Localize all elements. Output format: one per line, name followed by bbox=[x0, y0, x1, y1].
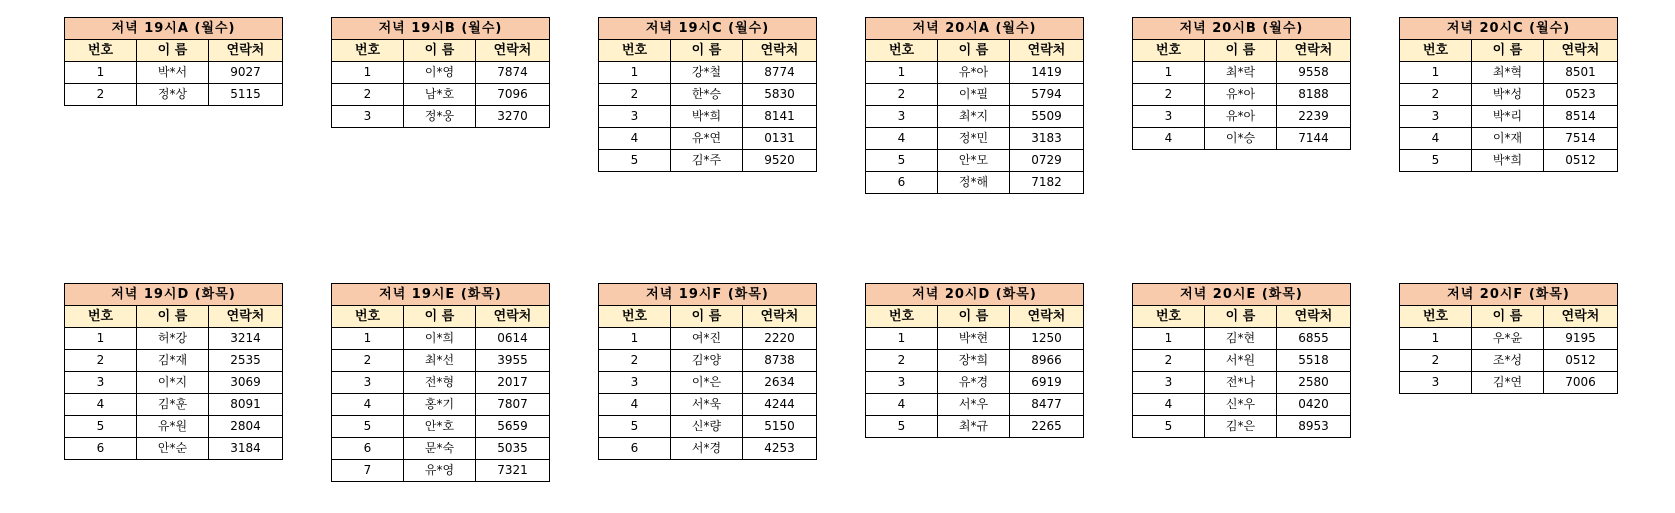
row-number: 2 bbox=[1133, 350, 1205, 372]
table-row bbox=[599, 84, 817, 106]
row-number: 1 bbox=[1400, 62, 1472, 84]
row-number: 2 bbox=[866, 350, 938, 372]
column-header-number: 번호 bbox=[65, 40, 137, 62]
column-header-name: 이 름 bbox=[938, 306, 1010, 328]
table-row bbox=[332, 62, 550, 84]
contact-number: 2580 bbox=[1277, 372, 1351, 394]
row-number: 3 bbox=[332, 106, 404, 128]
contact-number: 7321 bbox=[476, 460, 550, 482]
row-number: 1 bbox=[599, 328, 671, 350]
student-name: 최*선 bbox=[404, 350, 476, 372]
table-row bbox=[332, 372, 550, 394]
column-header-name: 이 름 bbox=[671, 306, 743, 328]
class-title: 저녁 20시A (월수) bbox=[866, 18, 1084, 40]
contact-number: 1419 bbox=[1010, 62, 1084, 84]
table-row bbox=[1133, 394, 1351, 416]
row-number: 2 bbox=[1400, 350, 1472, 372]
student-name: 이*은 bbox=[671, 372, 743, 394]
contact-number: 2220 bbox=[743, 328, 817, 350]
student-name: 김*재 bbox=[137, 350, 209, 372]
contact-number: 5794 bbox=[1010, 84, 1084, 106]
row-number: 5 bbox=[866, 150, 938, 172]
row-number: 1 bbox=[599, 62, 671, 84]
row-number: 1 bbox=[1133, 328, 1205, 350]
student-name: 이*재 bbox=[1472, 128, 1544, 150]
contact-number: 4244 bbox=[743, 394, 817, 416]
row-number: 1 bbox=[332, 62, 404, 84]
student-name: 이*희 bbox=[404, 328, 476, 350]
table-row bbox=[599, 416, 817, 438]
table-row bbox=[65, 84, 283, 106]
student-name: 장*희 bbox=[938, 350, 1010, 372]
student-name: 최*규 bbox=[938, 416, 1010, 438]
table-row bbox=[1133, 84, 1351, 106]
table-row bbox=[599, 328, 817, 350]
contact-number: 5659 bbox=[476, 416, 550, 438]
row-number: 6 bbox=[599, 438, 671, 460]
student-name: 홍*기 bbox=[404, 394, 476, 416]
class-title: 저녁 19시F (화목) bbox=[599, 284, 817, 306]
student-name: 안*호 bbox=[404, 416, 476, 438]
row-number: 1 bbox=[1133, 62, 1205, 84]
column-header-name: 이 름 bbox=[671, 40, 743, 62]
class-title: 저녁 19시A (월수) bbox=[65, 18, 283, 40]
contact-number: 5830 bbox=[743, 84, 817, 106]
class-title: 저녁 20시E (화목) bbox=[1133, 284, 1351, 306]
row-number: 2 bbox=[65, 350, 137, 372]
contact-number: 9027 bbox=[209, 62, 283, 84]
row-number: 5 bbox=[866, 416, 938, 438]
table-row bbox=[599, 350, 817, 372]
contact-number: 6855 bbox=[1277, 328, 1351, 350]
class-roster-table bbox=[64, 17, 283, 106]
table-row bbox=[332, 460, 550, 482]
table-row bbox=[332, 350, 550, 372]
student-name: 김*양 bbox=[671, 350, 743, 372]
contact-number: 9520 bbox=[743, 150, 817, 172]
column-header-number: 번호 bbox=[866, 40, 938, 62]
row-number: 2 bbox=[599, 350, 671, 372]
contact-number: 7182 bbox=[1010, 172, 1084, 194]
class-title: 저녁 20시F (화목) bbox=[1400, 284, 1618, 306]
row-number: 1 bbox=[866, 328, 938, 350]
row-number: 3 bbox=[599, 372, 671, 394]
contact-number: 0512 bbox=[1544, 350, 1618, 372]
class-roster-table bbox=[1399, 17, 1618, 172]
class-roster-table bbox=[331, 283, 550, 482]
student-name: 최*혁 bbox=[1472, 62, 1544, 84]
contact-number: 8953 bbox=[1277, 416, 1351, 438]
class-roster-table bbox=[598, 283, 817, 460]
column-header-contact: 연락처 bbox=[1544, 306, 1618, 328]
class-roster-table bbox=[865, 283, 1084, 438]
class-roster-table bbox=[1399, 283, 1618, 394]
class-roster-table bbox=[1132, 283, 1351, 438]
row-number: 4 bbox=[866, 394, 938, 416]
student-name: 한*승 bbox=[671, 84, 743, 106]
table-row bbox=[866, 416, 1084, 438]
contact-number: 5035 bbox=[476, 438, 550, 460]
row-number: 5 bbox=[599, 416, 671, 438]
contact-number: 0729 bbox=[1010, 150, 1084, 172]
student-name: 허*강 bbox=[137, 328, 209, 350]
contact-number: 7096 bbox=[476, 84, 550, 106]
column-header-name: 이 름 bbox=[137, 306, 209, 328]
class-title: 저녁 19시E (화목) bbox=[332, 284, 550, 306]
row-number: 3 bbox=[866, 372, 938, 394]
table-row bbox=[332, 438, 550, 460]
student-name: 정*민 bbox=[938, 128, 1010, 150]
student-name: 여*진 bbox=[671, 328, 743, 350]
roster-grid bbox=[64, 17, 1617, 503]
row-number: 5 bbox=[1133, 416, 1205, 438]
table-row bbox=[65, 416, 283, 438]
table-row bbox=[1400, 84, 1618, 106]
contact-number: 2804 bbox=[209, 416, 283, 438]
row-number: 1 bbox=[65, 62, 137, 84]
table-row bbox=[1400, 62, 1618, 84]
student-name: 서*우 bbox=[938, 394, 1010, 416]
table-row bbox=[65, 394, 283, 416]
student-name: 신*우 bbox=[1205, 394, 1277, 416]
table-row bbox=[599, 372, 817, 394]
row-number: 3 bbox=[1400, 372, 1472, 394]
contact-number: 2535 bbox=[209, 350, 283, 372]
student-name: 정*해 bbox=[938, 172, 1010, 194]
student-name: 이*영 bbox=[404, 62, 476, 84]
column-header-number: 번호 bbox=[65, 306, 137, 328]
column-header-number: 번호 bbox=[1400, 40, 1472, 62]
student-name: 서*욱 bbox=[671, 394, 743, 416]
column-header-contact: 연락처 bbox=[1010, 306, 1084, 328]
table-row bbox=[1133, 372, 1351, 394]
row-number: 4 bbox=[332, 394, 404, 416]
contact-number: 9195 bbox=[1544, 328, 1618, 350]
table-row bbox=[65, 350, 283, 372]
column-header-contact: 연락처 bbox=[1277, 40, 1351, 62]
row-number: 3 bbox=[866, 106, 938, 128]
class-roster-table bbox=[331, 17, 550, 128]
row-number: 5 bbox=[65, 416, 137, 438]
table-row bbox=[65, 62, 283, 84]
row-number: 3 bbox=[332, 372, 404, 394]
table-row bbox=[332, 328, 550, 350]
column-header-number: 번호 bbox=[599, 306, 671, 328]
student-name: 최*지 bbox=[938, 106, 1010, 128]
table-row bbox=[1133, 416, 1351, 438]
table-row bbox=[1400, 150, 1618, 172]
contact-number: 2634 bbox=[743, 372, 817, 394]
row-number: 2 bbox=[866, 84, 938, 106]
column-header-number: 번호 bbox=[332, 306, 404, 328]
table-row bbox=[1133, 128, 1351, 150]
row-number: 1 bbox=[332, 328, 404, 350]
column-header-contact: 연락처 bbox=[476, 40, 550, 62]
column-header-name: 이 름 bbox=[404, 306, 476, 328]
table-row bbox=[1400, 372, 1618, 394]
student-name: 박*희 bbox=[1472, 150, 1544, 172]
class-title: 저녁 20시B (월수) bbox=[1133, 18, 1351, 40]
contact-number: 0614 bbox=[476, 328, 550, 350]
contact-number: 8774 bbox=[743, 62, 817, 84]
contact-number: 2239 bbox=[1277, 106, 1351, 128]
contact-number: 7514 bbox=[1544, 128, 1618, 150]
row-number: 4 bbox=[1133, 128, 1205, 150]
contact-number: 4253 bbox=[743, 438, 817, 460]
column-header-name: 이 름 bbox=[1205, 40, 1277, 62]
table-row bbox=[1400, 106, 1618, 128]
contact-number: 5115 bbox=[209, 84, 283, 106]
column-header-number: 번호 bbox=[1133, 306, 1205, 328]
row-number: 2 bbox=[599, 84, 671, 106]
student-name: 유*아 bbox=[1205, 106, 1277, 128]
contact-number: 5150 bbox=[743, 416, 817, 438]
table-row bbox=[599, 128, 817, 150]
class-title: 저녁 20시D (화목) bbox=[866, 284, 1084, 306]
contact-number: 5518 bbox=[1277, 350, 1351, 372]
student-name: 유*아 bbox=[1205, 84, 1277, 106]
student-name: 정*상 bbox=[137, 84, 209, 106]
student-name: 서*원 bbox=[1205, 350, 1277, 372]
table-row bbox=[599, 438, 817, 460]
row-number: 4 bbox=[1133, 394, 1205, 416]
row-number: 2 bbox=[332, 84, 404, 106]
row-number: 6 bbox=[332, 438, 404, 460]
row-number: 1 bbox=[65, 328, 137, 350]
student-name: 박*서 bbox=[137, 62, 209, 84]
class-title: 저녁 20시C (월수) bbox=[1400, 18, 1618, 40]
contact-number: 3069 bbox=[209, 372, 283, 394]
contact-number: 0420 bbox=[1277, 394, 1351, 416]
student-name: 남*호 bbox=[404, 84, 476, 106]
student-name: 전*나 bbox=[1205, 372, 1277, 394]
table-row bbox=[1400, 128, 1618, 150]
row-number: 2 bbox=[1133, 84, 1205, 106]
table-row bbox=[866, 172, 1084, 194]
table-row bbox=[599, 106, 817, 128]
student-name: 안*순 bbox=[137, 438, 209, 460]
row-number: 1 bbox=[1400, 328, 1472, 350]
row-number: 6 bbox=[65, 438, 137, 460]
column-header-name: 이 름 bbox=[1472, 306, 1544, 328]
class-roster-table bbox=[64, 283, 283, 460]
student-name: 이*필 bbox=[938, 84, 1010, 106]
table-row bbox=[65, 328, 283, 350]
row-number: 3 bbox=[1133, 372, 1205, 394]
contact-number: 8501 bbox=[1544, 62, 1618, 84]
column-header-contact: 연락처 bbox=[1277, 306, 1351, 328]
contact-number: 6919 bbox=[1010, 372, 1084, 394]
student-name: 유*경 bbox=[938, 372, 1010, 394]
table-row bbox=[866, 128, 1084, 150]
column-header-contact: 연락처 bbox=[209, 306, 283, 328]
student-name: 유*연 bbox=[671, 128, 743, 150]
row-number: 4 bbox=[599, 128, 671, 150]
student-name: 김*은 bbox=[1205, 416, 1277, 438]
student-name: 김*현 bbox=[1205, 328, 1277, 350]
row-number: 5 bbox=[599, 150, 671, 172]
table-row bbox=[866, 84, 1084, 106]
student-name: 김*연 bbox=[1472, 372, 1544, 394]
table-row bbox=[866, 328, 1084, 350]
column-header-number: 번호 bbox=[1400, 306, 1472, 328]
table-row bbox=[1133, 328, 1351, 350]
class-roster-table bbox=[865, 17, 1084, 194]
column-header-name: 이 름 bbox=[1472, 40, 1544, 62]
student-name: 강*철 bbox=[671, 62, 743, 84]
student-name: 최*락 bbox=[1205, 62, 1277, 84]
contact-number: 5509 bbox=[1010, 106, 1084, 128]
student-name: 김*훈 bbox=[137, 394, 209, 416]
student-name: 신*량 bbox=[671, 416, 743, 438]
student-name: 조*성 bbox=[1472, 350, 1544, 372]
row-number: 4 bbox=[866, 128, 938, 150]
column-header-name: 이 름 bbox=[938, 40, 1010, 62]
student-name: 문*숙 bbox=[404, 438, 476, 460]
contact-number: 8091 bbox=[209, 394, 283, 416]
column-header-contact: 연락처 bbox=[1010, 40, 1084, 62]
contact-number: 0523 bbox=[1544, 84, 1618, 106]
contact-number: 3270 bbox=[476, 106, 550, 128]
contact-number: 7807 bbox=[476, 394, 550, 416]
contact-number: 2265 bbox=[1010, 416, 1084, 438]
column-header-number: 번호 bbox=[332, 40, 404, 62]
row-number: 5 bbox=[332, 416, 404, 438]
student-name: 박*현 bbox=[938, 328, 1010, 350]
row-number: 3 bbox=[1400, 106, 1472, 128]
table-row bbox=[599, 394, 817, 416]
row-number: 1 bbox=[866, 62, 938, 84]
column-header-name: 이 름 bbox=[404, 40, 476, 62]
table-row bbox=[866, 62, 1084, 84]
student-name: 우*윤 bbox=[1472, 328, 1544, 350]
column-header-number: 번호 bbox=[599, 40, 671, 62]
column-header-number: 번호 bbox=[866, 306, 938, 328]
student-name: 유*아 bbox=[938, 62, 1010, 84]
column-header-contact: 연락처 bbox=[209, 40, 283, 62]
contact-number: 8514 bbox=[1544, 106, 1618, 128]
contact-number: 8477 bbox=[1010, 394, 1084, 416]
table-row bbox=[866, 150, 1084, 172]
contact-number: 7006 bbox=[1544, 372, 1618, 394]
row-number: 4 bbox=[65, 394, 137, 416]
contact-number: 8738 bbox=[743, 350, 817, 372]
student-name: 박*성 bbox=[1472, 84, 1544, 106]
contact-number: 8966 bbox=[1010, 350, 1084, 372]
student-name: 박*리 bbox=[1472, 106, 1544, 128]
student-name: 안*모 bbox=[938, 150, 1010, 172]
column-header-number: 번호 bbox=[1133, 40, 1205, 62]
table-row bbox=[599, 150, 817, 172]
table-row bbox=[332, 106, 550, 128]
contact-number: 9558 bbox=[1277, 62, 1351, 84]
table-row bbox=[65, 372, 283, 394]
row-number: 4 bbox=[1400, 128, 1472, 150]
student-name: 전*형 bbox=[404, 372, 476, 394]
row-number: 3 bbox=[599, 106, 671, 128]
student-name: 김*주 bbox=[671, 150, 743, 172]
row-number: 5 bbox=[1400, 150, 1472, 172]
table-row bbox=[1400, 350, 1618, 372]
student-name: 유*영 bbox=[404, 460, 476, 482]
contact-number: 2017 bbox=[476, 372, 550, 394]
column-header-contact: 연락처 bbox=[1544, 40, 1618, 62]
class-roster-table bbox=[598, 17, 817, 172]
table-row bbox=[332, 394, 550, 416]
column-header-contact: 연락처 bbox=[743, 40, 817, 62]
column-header-contact: 연락처 bbox=[743, 306, 817, 328]
row-number: 6 bbox=[866, 172, 938, 194]
class-title: 저녁 19시B (월수) bbox=[332, 18, 550, 40]
row-number: 7 bbox=[332, 460, 404, 482]
contact-number: 3184 bbox=[209, 438, 283, 460]
class-title: 저녁 19시D (화목) bbox=[65, 284, 283, 306]
contact-number: 0131 bbox=[743, 128, 817, 150]
contact-number: 0512 bbox=[1544, 150, 1618, 172]
table-row bbox=[866, 350, 1084, 372]
table-row bbox=[1133, 350, 1351, 372]
table-row bbox=[332, 416, 550, 438]
table-row bbox=[1133, 106, 1351, 128]
contact-number: 1250 bbox=[1010, 328, 1084, 350]
table-row bbox=[332, 84, 550, 106]
contact-number: 3214 bbox=[209, 328, 283, 350]
table-row bbox=[866, 394, 1084, 416]
table-row bbox=[866, 106, 1084, 128]
student-name: 박*희 bbox=[671, 106, 743, 128]
table-row bbox=[1400, 328, 1618, 350]
row-number: 4 bbox=[599, 394, 671, 416]
student-name: 이*지 bbox=[137, 372, 209, 394]
row-number: 2 bbox=[332, 350, 404, 372]
contact-number: 8188 bbox=[1277, 84, 1351, 106]
row-number: 3 bbox=[65, 372, 137, 394]
class-title: 저녁 19시C (월수) bbox=[599, 18, 817, 40]
contact-number: 3955 bbox=[476, 350, 550, 372]
row-number: 3 bbox=[1133, 106, 1205, 128]
table-row bbox=[599, 62, 817, 84]
column-header-name: 이 름 bbox=[1205, 306, 1277, 328]
column-header-contact: 연락처 bbox=[476, 306, 550, 328]
row-number: 2 bbox=[1400, 84, 1472, 106]
contact-number: 8141 bbox=[743, 106, 817, 128]
contact-number: 7144 bbox=[1277, 128, 1351, 150]
table-row bbox=[866, 372, 1084, 394]
contact-number: 7874 bbox=[476, 62, 550, 84]
contact-number: 3183 bbox=[1010, 128, 1084, 150]
column-header-name: 이 름 bbox=[137, 40, 209, 62]
table-row bbox=[65, 438, 283, 460]
student-name: 서*경 bbox=[671, 438, 743, 460]
student-name: 유*원 bbox=[137, 416, 209, 438]
student-name: 이*승 bbox=[1205, 128, 1277, 150]
row-number: 2 bbox=[65, 84, 137, 106]
table-row bbox=[1133, 62, 1351, 84]
student-name: 정*웅 bbox=[404, 106, 476, 128]
class-roster-table bbox=[1132, 17, 1351, 150]
